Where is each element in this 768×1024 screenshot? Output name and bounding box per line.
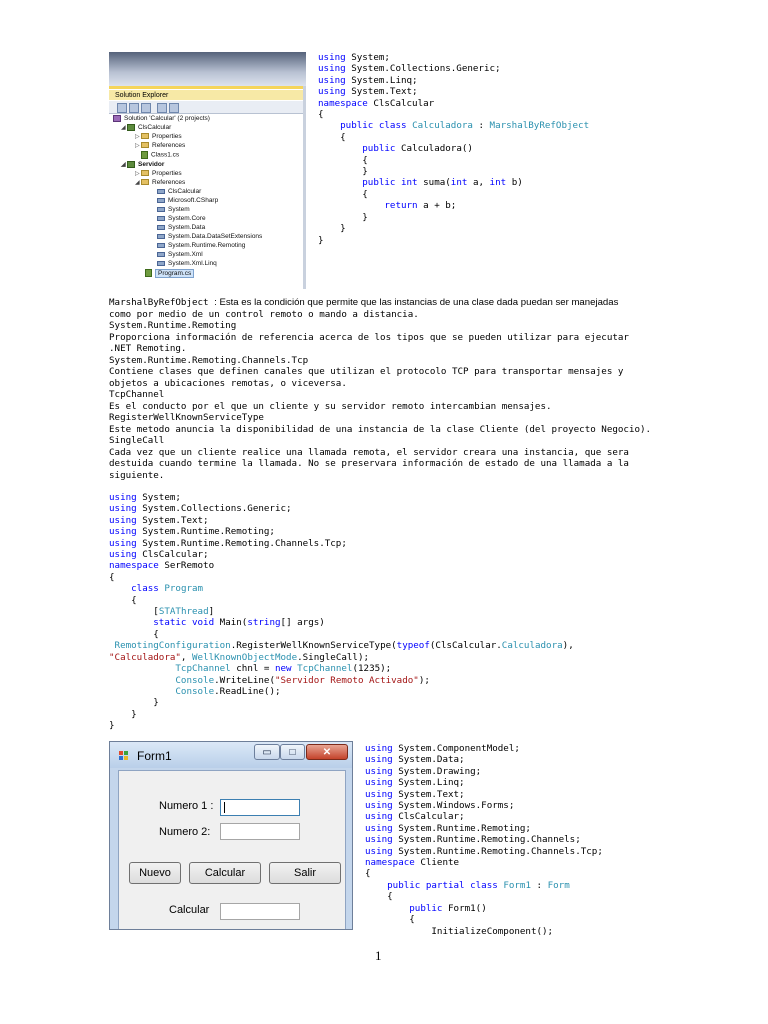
code-line: using System.Runtime.Remoting; (109, 526, 275, 538)
folder-icon (141, 179, 149, 185)
reference-icon (157, 252, 165, 257)
csharp-file-icon (141, 151, 148, 159)
window-header-band (109, 52, 306, 86)
code-line: using System; (109, 492, 181, 503)
tree-item[interactable]: Class1.cs (141, 151, 179, 160)
code-line: } (109, 708, 137, 720)
explanation-text: MarshalByRefObject : Esta es la condición que permite que las instancias de una clase dada puedan ser manejadas como por medio de un control remoto o mando a distancia. System.Runtime.Remoting Proporciona información de referencia acerca de los tipos que se pueden utilizar para ejecutar .NET Remoting. System.Runtime.Remoting.Channels.Tcp Contiene clases que definen canales que utilizan el protocolo TCP para transportar mensajes y objetos a ubicaciones remotas, o viceversa. TcpChannel Es el conducto por el que un cliente y su servidor remoto intercambian mensajes. RegisterWellKnownServiceType Este metodo anuncia la disponibilidad de una instancia de la clase Cliente (del proyecto Negocio). SingleCall Cada vez que un cliente realice una llamada remota, el servidor creara una instancia, que sera destuida cuando termine la llamada. No se preservara información de estado de una llamada a la siguiente. (109, 297, 652, 481)
code-line: namespace SerRemoto (109, 560, 215, 572)
reference-icon (157, 243, 165, 248)
tree-item[interactable]: System.Xml.Linq (157, 260, 217, 268)
code-line: using System.Collections.Generic; (109, 503, 292, 515)
tree-item[interactable]: Solution 'Calcular' (2 projects) (113, 115, 210, 123)
code-line: using System.Linq; (365, 777, 465, 789)
collapse-arrow-icon[interactable]: ▷ (135, 171, 140, 177)
solution-explorer-screenshot (109, 52, 306, 289)
project-icon (127, 161, 135, 168)
code-line: namespace ClsCalcular (318, 97, 435, 109)
calcular-button[interactable]: Calcular (189, 862, 261, 884)
code-line: { (365, 914, 415, 926)
code-line: using ClsCalcular; (109, 549, 209, 561)
divider (109, 86, 306, 89)
code-line: using ClsCalcular; (365, 811, 465, 823)
numero2-input[interactable] (220, 823, 300, 840)
expand-arrow-icon[interactable]: ◢ (121, 125, 126, 132)
csharp-file-icon (145, 269, 152, 277)
code-line: InitializeComponent(); (365, 925, 554, 937)
code-line: } (318, 166, 368, 178)
code-line: { (318, 188, 368, 200)
code-line: { (318, 109, 324, 121)
solution-icon (113, 115, 121, 122)
code-line: } (109, 697, 159, 709)
reference-icon (157, 207, 165, 212)
resultado-label: Calcular (169, 904, 210, 916)
code-line: "Calculadora", WellKnownObjectMode.SingleCall); (109, 651, 370, 663)
code-line: using System.Runtime.Remoting.Channels; (365, 834, 581, 846)
code-line: public Calculadora() (362, 143, 473, 155)
code-line: using System.Collections.Generic; (318, 63, 501, 75)
code-line: } (318, 211, 368, 223)
reference-icon (157, 234, 165, 239)
reference-icon (157, 216, 165, 221)
nuevo-button[interactable]: Nuevo (129, 862, 181, 884)
code-line: public Form1() (409, 902, 487, 914)
code-line: { (318, 131, 346, 143)
tree-item[interactable]: System.Data (157, 224, 205, 232)
code-line: RemotingConfiguration.RegisterWellKnownServiceType(typeof(ClsCalcular.Calculadora), (114, 640, 574, 652)
reference-icon (157, 225, 165, 230)
text-caret (224, 802, 225, 813)
collapse-arrow-icon[interactable]: ▷ (135, 134, 140, 140)
folder-icon (141, 142, 149, 148)
refresh-icon[interactable] (141, 103, 151, 113)
reference-icon (157, 198, 165, 203)
form-app-icon (119, 751, 129, 761)
code-line: using System.Runtime.Remoting.Channels.Tcp; (109, 537, 347, 549)
numero1-input[interactable] (220, 799, 300, 816)
code-line: using System.ComponentModel; (365, 743, 520, 754)
tree-item[interactable]: Microsoft.CSharp (157, 197, 218, 205)
show-all-files-icon[interactable] (129, 103, 139, 113)
form1-window (109, 741, 353, 930)
numero2-label: Numero 2: (159, 826, 211, 838)
maximize-button[interactable]: □ (280, 744, 305, 760)
scrollbar[interactable] (303, 86, 306, 289)
minimize-button[interactable]: ▭ (254, 744, 280, 760)
code-block-server (109, 492, 574, 732)
code-line: } (109, 720, 115, 732)
properties-icon[interactable] (117, 103, 127, 113)
code-line: Console.ReadLine(); (175, 685, 281, 697)
tree-item[interactable]: ▷ References (135, 142, 186, 149)
tree-item[interactable]: ClsCalcular (157, 188, 201, 196)
code-line: using System.Text; (109, 514, 209, 526)
code-line: using System.Text; (318, 86, 418, 98)
tree-item[interactable]: ▷ Properties (135, 170, 182, 177)
code-line: using System.Runtime.Remoting.Channels.Tcp; (365, 845, 603, 857)
code-line: public int suma(int a, int b) (362, 177, 523, 189)
reference-icon (157, 261, 165, 266)
tree-item[interactable]: ▷ Properties (135, 133, 182, 140)
form1-title: Form1 (137, 749, 172, 763)
code-line: public partial class Form1 : Form (387, 879, 570, 891)
code-line: class Program (131, 583, 204, 595)
code-line: } (318, 223, 346, 235)
code-line: [STAThread] (153, 606, 215, 618)
code-line: using System; (318, 52, 390, 63)
code-line: { (365, 891, 393, 903)
collapse-arrow-icon[interactable]: ▷ (135, 143, 140, 149)
expand-arrow-icon[interactable]: ◢ (121, 162, 126, 169)
resultado-field[interactable] (220, 903, 300, 920)
reference-icon (157, 189, 165, 194)
tree-item[interactable]: System.Core (157, 215, 206, 223)
code-block-client (365, 743, 603, 937)
view-designer-icon[interactable] (169, 103, 179, 113)
code-line: TcpChannel chnl = new TcpChannel(1235); (175, 663, 392, 675)
salir-button[interactable]: Salir (269, 862, 341, 884)
code-line: } (318, 234, 324, 246)
project-icon (127, 124, 135, 131)
tree-item[interactable]: ◢ Servidor (121, 161, 165, 169)
tree-item[interactable]: System.Xml (157, 251, 203, 259)
solution-explorer-title: Solution Explorer (115, 92, 169, 99)
code-line: Console.WriteLine("Servidor Remoto Activado"); (175, 674, 430, 686)
code-line: { (365, 868, 371, 880)
numero1-label: Numero 1 : (159, 800, 214, 812)
tree-item[interactable]: ◢ References (135, 179, 186, 186)
form1-client-area (118, 770, 346, 930)
folder-icon (141, 170, 149, 176)
code-line: { (318, 154, 368, 166)
view-code-icon[interactable] (157, 103, 167, 113)
code-line: using System.Windows.Forms; (365, 800, 515, 812)
tree-item[interactable]: ◢ ClsCalcular (121, 124, 172, 132)
tree-item-selected[interactable]: Program.cs (145, 269, 194, 278)
code-line: using System.Text; (365, 788, 465, 800)
tree-item[interactable]: System.Data.DataSetExtensions (157, 233, 262, 241)
close-button[interactable]: ✕ (306, 744, 348, 760)
code-line: using System.Data; (365, 754, 465, 766)
code-line: using System.Linq; (318, 74, 418, 86)
code-line: { (109, 594, 137, 606)
code-line: { (109, 628, 159, 640)
code-line: using System.Drawing; (365, 765, 482, 777)
code-block-calculadora (318, 52, 589, 246)
code-line: static void Main(string[] args) (153, 617, 325, 629)
folder-icon (141, 133, 149, 139)
tree-item[interactable]: System.Runtime.Remoting (157, 242, 245, 250)
code-line: namespace Cliente (365, 857, 460, 869)
code-line: public class Calculadora : MarshalByRefObject (340, 120, 590, 132)
expand-arrow-icon[interactable]: ◢ (135, 180, 140, 186)
code-line: return a + b; (384, 200, 457, 212)
code-line: using System.Runtime.Remoting; (365, 822, 531, 834)
tree-item[interactable]: System (157, 206, 190, 214)
page-number: 1 (375, 948, 382, 963)
code-line: { (109, 571, 115, 583)
